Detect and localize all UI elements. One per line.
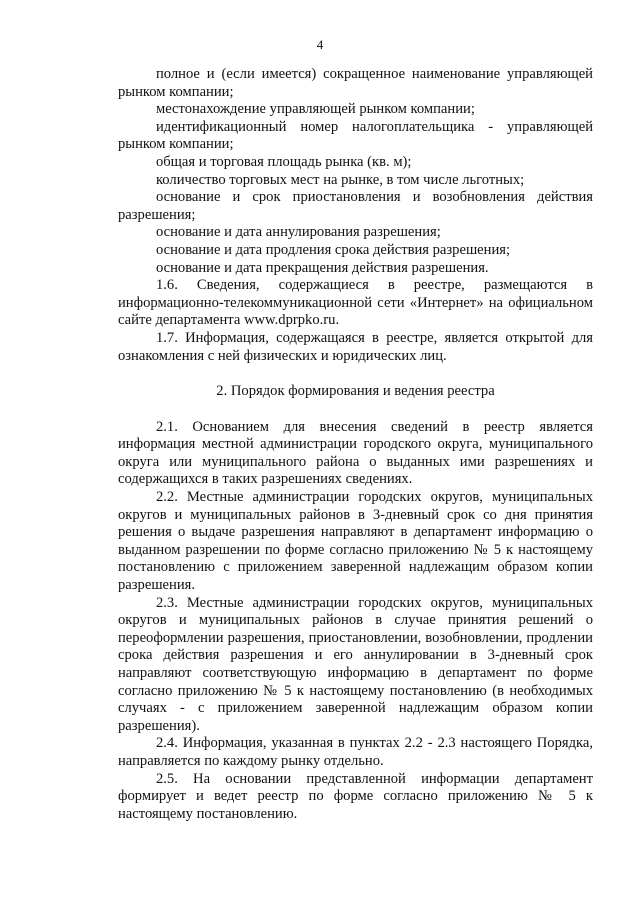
page-number: 4 [316,37,324,52]
paragraph: количество торговых мест на рынке, в том числе льготных; [155,171,525,188]
paragraph: основание и дата продления срока действия разрешения; [155,241,511,258]
paragraph: местонахождение управляющей рынком компании; [155,101,475,118]
paragraph: 2.2. Местные администрации городских округов, муниципальных округов и муниципальных районов в 3-дневный срок со дня принятия решения о выдаче разрешения направляют в департамент информацию о выданном разрешении по форме согласно приложению № 5 к настоящему постановлению с приложением заверенной надлежащим образом копии разрешения. [118,489,593,594]
paragraph: 1.7. Информация, содержащаяся в реестре, является открытой для ознакомления с ней физических и юридических лиц. [118,329,593,364]
paragraph: полное и (если имеется) сокращенное наименование управляющей рынком компании; [118,66,593,100]
paragraph: 2.1. Основанием для внесения сведений в реестр является информация местной администрации городского округа, муниципального округа или муниципального района о выданных ими разрешениях и содержащихся в таких разрешениях сведениях. [118,418,593,488]
section-heading: 2. Порядок формирования и ведения реестра [216,383,495,400]
paragraph: 2.3. Местные администрации городских округов, муниципальных округов и муниципальных районов в случае принятия решений о переоформлении разрешения, приостановлении, возобновлении, продлении срока действия разрешения и его аннулировании в 3-дневный срок направляют соответствующую информацию в департамент по форме согласно приложению № 5 к настоящему постановлению (в необходимых случаях - с приложением заверенной надлежащим образом копии разрешения). [118,594,593,734]
document-body [118,66,593,823]
paragraph: общая и торговая площадь рынка (кв. м); [155,153,412,170]
paragraph: основание и срок приостановления и возобновления действия разрешения; [118,189,593,223]
paragraph: 2.5. На основании представленной информации департамент формирует и ведет реестр по форме согласно приложению № 5 к настоящему постановлению. [118,770,593,822]
paragraph: основание и дата аннулирования разрешения; [155,224,441,241]
paragraph: 1.6. Сведения, содержащиеся в реестре, размещаются в информационно-телекоммуникационной сети «Интернет» на официальном сайте департамента www.dprpko.ru. [118,277,593,329]
paragraph: основание и дата прекращения действия разрешения. [155,259,489,276]
paragraph: идентификационный номер налогоплательщика - управляющей рынком компании; [118,118,593,153]
paragraph: 2.4. Информация, указанная в пунктах 2.2 - 2.3 настоящего Порядка, направляется по каждому рынку отдельно. [118,735,593,769]
